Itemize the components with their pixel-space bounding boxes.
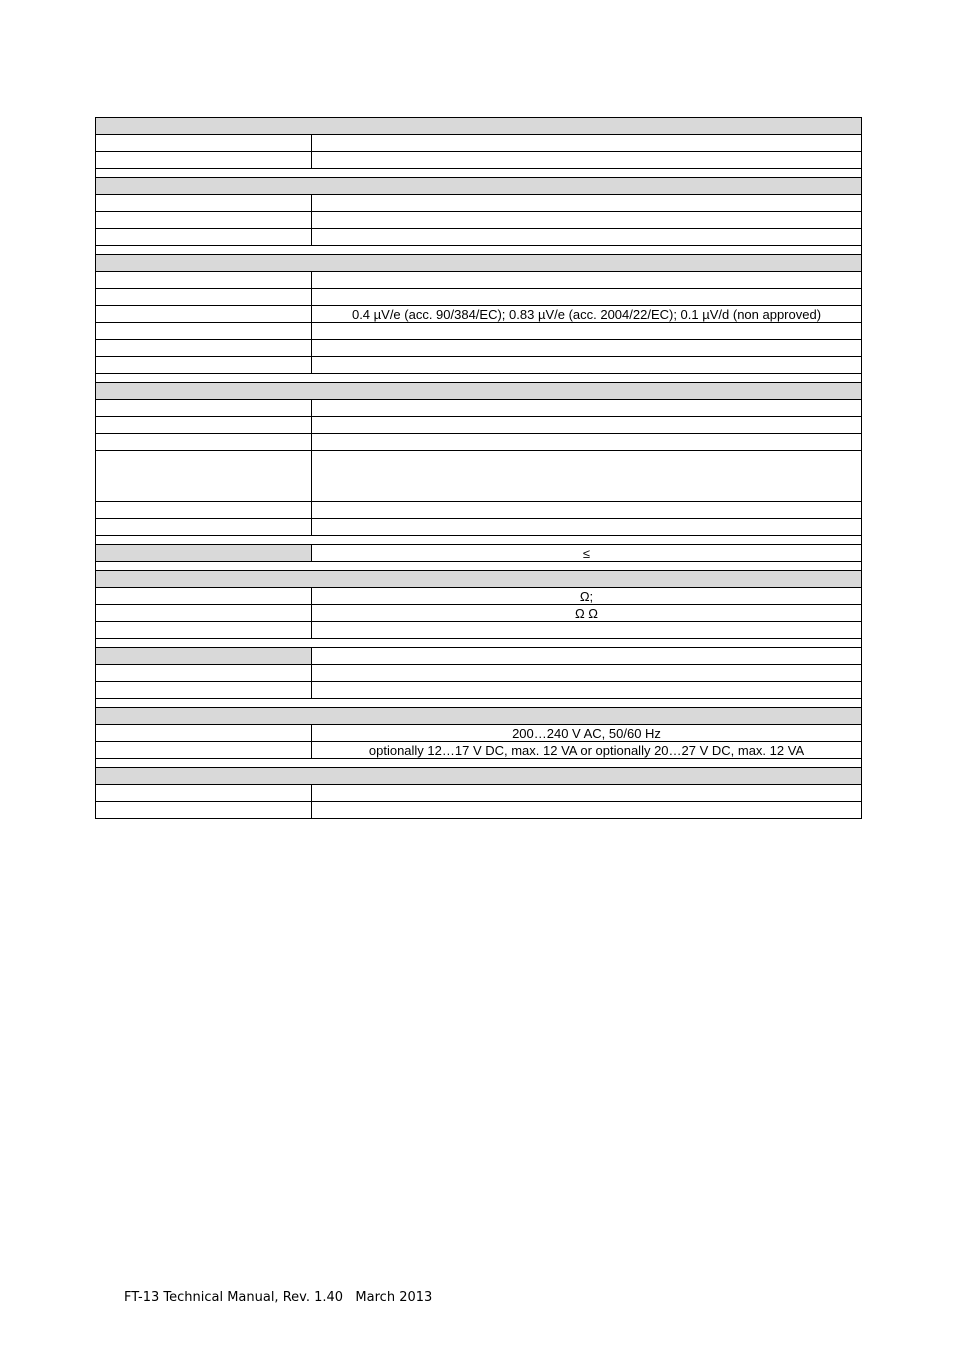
spec-value (312, 434, 862, 451)
section-header-cell (96, 255, 862, 272)
spec-label (96, 323, 312, 340)
specification-table (95, 117, 862, 819)
spec-label (96, 306, 312, 323)
table-row (96, 289, 862, 306)
spec-value (312, 451, 862, 502)
table-row (96, 785, 862, 802)
spec-value (312, 417, 862, 434)
spec-label (96, 272, 312, 289)
table-row (96, 152, 862, 169)
spec-label (96, 212, 312, 229)
table-row (96, 802, 862, 819)
spec-label (96, 400, 312, 417)
spec-value (312, 323, 862, 340)
table-row (96, 682, 862, 699)
page-footer: FT-13 Technical Manual, Rev. 1.40 March 2013 (124, 1290, 433, 1305)
table-row (96, 357, 862, 374)
table-row (96, 622, 862, 639)
spacer-cell (96, 169, 862, 178)
spacer-row (96, 562, 862, 571)
table-row (96, 229, 862, 246)
section-header-row (96, 178, 862, 195)
spacer-row (96, 536, 862, 545)
spacer-row (96, 759, 862, 768)
table-row (96, 135, 862, 152)
spec-value (312, 785, 862, 802)
spec-label (96, 648, 312, 665)
section-header-row (96, 255, 862, 272)
table-row (96, 725, 862, 742)
spec-label (96, 622, 312, 639)
spec-label (96, 417, 312, 434)
spec-value (312, 648, 862, 665)
spec-value (312, 212, 862, 229)
section-header-row (96, 383, 862, 400)
spec-label (96, 340, 312, 357)
spec-value (312, 357, 862, 374)
spec-value: ≤ (312, 545, 862, 562)
spec-value (312, 802, 862, 819)
spec-value (312, 340, 862, 357)
section-header-cell (96, 118, 862, 135)
table-row (96, 323, 862, 340)
spec-label (96, 289, 312, 306)
spec-value (312, 682, 862, 699)
spec-value (312, 400, 862, 417)
table-row (96, 519, 862, 536)
spec-label (96, 195, 312, 212)
spec-label (96, 434, 312, 451)
spec-value (312, 622, 862, 639)
spec-value (312, 152, 862, 169)
table-row (96, 665, 862, 682)
spec-value (312, 665, 862, 682)
table-row (96, 588, 862, 605)
spec-value: optionally 12…17 V DC, max. 12 VA or optionally 20…27 V DC, max. 12 VA (312, 742, 862, 759)
table-row (96, 502, 862, 519)
section-header-row (96, 768, 862, 785)
spec-value (312, 229, 862, 246)
spec-label (96, 519, 312, 536)
spec-value: 200…240 V AC, 50/60 Hz (312, 725, 862, 742)
spec-value: Ω; (312, 588, 862, 605)
table-row (96, 272, 862, 289)
spec-value: Ω Ω (312, 605, 862, 622)
spec-value (312, 195, 862, 212)
spec-label (96, 742, 312, 759)
section-header-cell (96, 178, 862, 195)
section-header-cell (96, 708, 862, 725)
spec-label (96, 605, 312, 622)
spec-label (96, 725, 312, 742)
spec-label (96, 229, 312, 246)
spec-label (96, 502, 312, 519)
spacer-row (96, 639, 862, 648)
table-row (96, 340, 862, 357)
spec-label (96, 802, 312, 819)
spec-label (96, 357, 312, 374)
spacer-row (96, 374, 862, 383)
spacer-cell (96, 246, 862, 255)
spec-value (312, 272, 862, 289)
table-row (96, 400, 862, 417)
spacer-cell (96, 536, 862, 545)
spacer-cell (96, 639, 862, 648)
spec-label (96, 451, 312, 502)
spec-label (96, 588, 312, 605)
spacer-cell (96, 699, 862, 708)
spec-label (96, 665, 312, 682)
table-row (96, 545, 862, 562)
table-row (96, 306, 862, 323)
spec-label (96, 135, 312, 152)
table-row (96, 195, 862, 212)
spacer-cell (96, 759, 862, 768)
spec-label (96, 785, 312, 802)
table-row (96, 434, 862, 451)
table-row (96, 742, 862, 759)
spec-label (96, 682, 312, 699)
table-row (96, 451, 862, 502)
spacer-row (96, 169, 862, 178)
section-header-cell (96, 571, 862, 588)
table-row (96, 605, 862, 622)
spec-value: 0.4 µV/e (acc. 90/384/EC); 0.83 µV/e (acc. 2004/22/EC); 0.1 µV/d (non approved) (312, 306, 862, 323)
spec-value (312, 135, 862, 152)
spacer-cell (96, 562, 862, 571)
section-header-row (96, 708, 862, 725)
spacer-cell (96, 374, 862, 383)
spec-value (312, 502, 862, 519)
spacer-row (96, 246, 862, 255)
spec-value (312, 519, 862, 536)
table-row (96, 212, 862, 229)
table-row (96, 417, 862, 434)
spacer-row (96, 699, 862, 708)
table-row (96, 648, 862, 665)
spec-label (96, 152, 312, 169)
section-header-row (96, 571, 862, 588)
spec-value (312, 289, 862, 306)
spec-label (96, 545, 312, 562)
section-header-cell (96, 768, 862, 785)
section-header-row (96, 118, 862, 135)
section-header-cell (96, 383, 862, 400)
